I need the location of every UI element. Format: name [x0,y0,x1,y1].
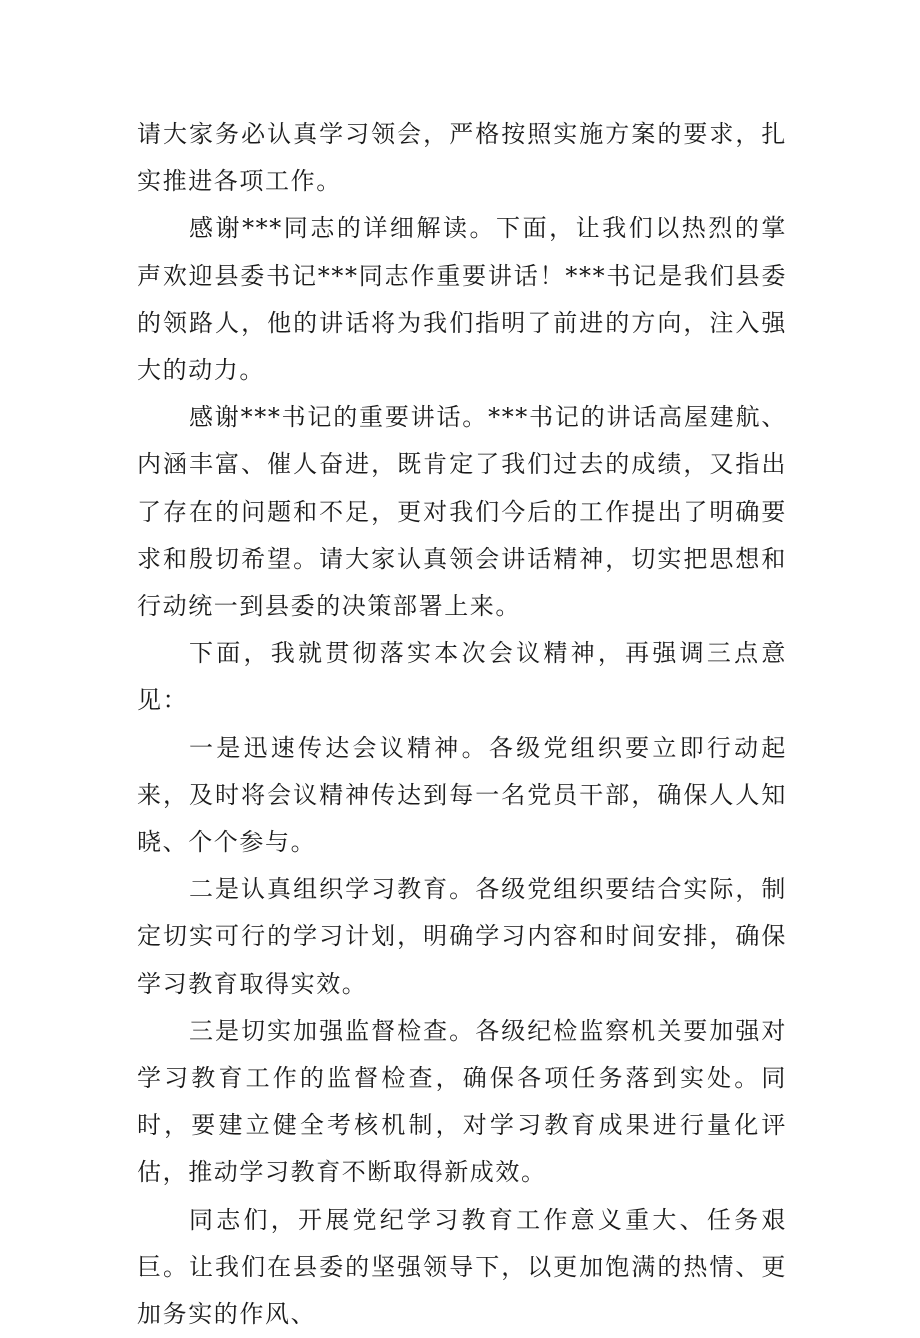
paragraph: 感谢***书记的重要讲话。***书记的讲话高屋建航、内涵丰富、催人奋进，既肯定了我们过去的成绩，又指出了存在的问题和不足，更对我们今后的工作提出了明确要求和殷切希望。请大家认真领会讲话精神，切实把思想和行动统一到县委的决策部署上来。 [137,403,787,621]
paragraph: 三是切实加强监督检查。各级纪检监察机关要加强对学习教育工作的监督检查，确保各项任务落到实处。同时，要建立健全考核机制，对学习教育成果进行量化评估，推动学习教育不断取得新成效。 [137,1016,787,1187]
paragraph: 同志们，开展党纪学习教育工作意义重大、任务艰巨。让我们在县委的坚强领导下，以更加饱满的热情、更加务实的作风、 [137,1205,787,1329]
paragraph: 二是认真组织学习教育。各级党组织要结合实际，制定切实可行的学习计划，明确学习内容和时间安排，确保学习教育取得实效。 [137,875,787,998]
paragraph-continuation: 请大家务必认真学习领会，严格按照实施方案的要求，扎实推进各项工作。 [137,120,787,196]
paragraph: 下面，我就贯彻落实本次会议精神，再强调三点意见： [137,639,787,715]
document-body [137,111,787,1338]
paragraph: 一是迅速传达会议精神。各级党组织要立即行动起来，及时将会议精神传达到每一名党员干部，确保人人知晓、个个参与。 [137,733,787,857]
paragraph: 感谢***同志的详细解读。下面，让我们以热烈的掌声欢迎县委书记***同志作重要讲话！***书记是我们县委的领路人，他的讲话将为我们指明了前进的方向，注入强大的动力。 [137,214,787,385]
